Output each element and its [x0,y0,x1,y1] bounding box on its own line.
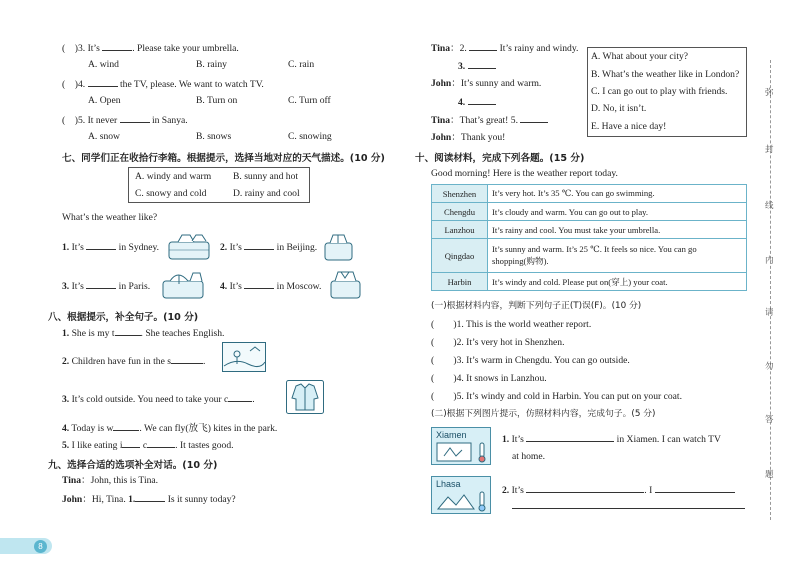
sentence-4: 4. Today is w . We can fly(放飞) kites in the park. [62,423,278,434]
q3-option-c: C. rain [288,59,315,70]
q3-option-b: B. rainy [196,59,227,70]
writing-sentence-1-cont: at home. [512,451,546,462]
q4-option-a: A. Open [88,95,121,106]
answer-blank[interactable] [147,438,175,448]
dialog-line-2: John：Hi, Tina. 1. Is it sunny today? [62,494,236,505]
section-10-title: 十、阅读材料，完成下列各题。(15 分) [415,153,585,164]
question-3: ( )3. It’s . Please take your umbrella. [62,43,239,54]
answer-blank[interactable] [244,279,274,289]
judge-item-2: ( )2. It’s very hot in Shenzhen. [431,337,565,348]
table-row [432,185,747,203]
sentence-1: 1. She is my t . She teaches English. [62,328,225,339]
judge-item-1: ( )1. This is the world weather report. [431,319,592,330]
tv-thermometer-icon [436,442,488,464]
section-9-title: 九、选择合适的选项补全对话。(10 分) [48,460,218,471]
right-dialog-5: Tina：That’s great! 5. [431,113,548,127]
answer-blank[interactable] [469,41,497,51]
coat-image [286,380,324,414]
margin-char: 答 [765,415,774,425]
margin-char: 封 [765,145,774,155]
choice-d: D. No, it isn’t. [591,103,647,114]
option-d: D. rainy and cool [233,188,300,199]
answer-blank[interactable] [113,421,139,431]
suitcase-umbrella-icon [162,270,206,300]
dialog-line-1: Tina：John, this is Tina. [62,475,159,486]
report-cell: It’s rainy and cool. You must take your umbrella. [488,221,747,239]
lhasa-picture: Lhasa [431,476,491,514]
weather-item-1: 1. It’s in Sydney. [62,242,160,253]
right-dialog-4: 4. [458,95,496,109]
answer-blank[interactable] [468,59,496,69]
weather-item-3: 3. It’s in Paris. [62,281,151,292]
answer-blank[interactable] [86,279,116,289]
part-2-title: (二)根据下列图片提示，仿照材料内容，完成句子。(5 分) [431,409,656,419]
city-cell: Chengdu [432,203,488,221]
option-a: A. windy and warm [135,171,212,182]
weather-report-table [431,184,747,291]
table-row [432,239,747,273]
q5-option-b: B. snows [196,131,232,142]
answer-blank[interactable] [120,113,150,123]
answer-blank[interactable] [468,95,496,105]
judge-item-3: ( )3. It’s warm in Chengdu. You can go outside. [431,355,630,366]
table-row [432,221,747,239]
sentence-2: 2. Children have fun in the s . [62,356,206,367]
section-7-options-box [128,167,310,203]
seal-line [770,60,771,520]
answer-blank[interactable] [115,326,141,336]
suitcase-shorts-icon [168,233,212,261]
q3-option-a: A. wind [88,59,119,70]
part-1-title: (一)根据材料内容，判断下列句子正(T)误(F)。(10 分) [431,301,642,311]
answer-line[interactable] [512,508,745,509]
report-cell: It’s windy and cold. Please put on(穿上) your coat. [488,273,747,291]
answer-blank[interactable] [171,354,203,364]
city-cell: Lanzhou [432,221,488,239]
margin-char: 线 [765,201,774,211]
q4-option-b: B. Turn on [196,95,238,106]
weather-item-2: 2. It’s in Beijing. [220,242,318,253]
right-dialog-1: Tina：2. It’s rainy and windy. [431,43,579,54]
answer-blank[interactable] [102,41,132,51]
suitcase-jacket-icon [324,233,354,263]
table-row [432,203,747,221]
right-dialog-2: 3. [458,59,496,73]
section-8-title: 八、根据提示，补全句子。(10 分) [48,312,199,323]
answer-blank[interactable] [86,240,116,250]
report-cell: It’s very hot. It’s 35 ℃. You can go swimming. [488,185,747,203]
snow-thermometer-icon [436,491,488,513]
suitcase-coat-icon [330,270,362,300]
choice-c: C. I can go out to play with friends. [591,86,728,97]
xiamen-picture: Xiamen [431,427,491,465]
report-cell: It’s cloudy and warm. You can go out to play. [488,203,747,221]
margin-char: 弥 [765,88,774,98]
margin-char: 内 [765,256,774,266]
section-7-title: 七、同学们正在收拾行李箱。根据提示，选择当地对应的天气描述。(10 分) [62,153,385,164]
section-7-question: What’s the weather like? [62,212,158,223]
option-c: C. snowy and cold [135,188,207,199]
question-5: ( )5. It never in Sanya. [62,115,188,126]
answer-blank[interactable] [122,438,140,448]
judge-item-5: ( )5. It’s windy and cold in Harbin. You can put on your coat. [431,391,683,402]
answer-blank[interactable] [244,240,274,250]
city-cell: Qingdao [432,239,488,273]
snow-scene-image [222,342,266,372]
right-dialog-3: John：It’s sunny and warm. [431,78,542,89]
page-number: 8 [34,540,47,553]
margin-char: 请 [765,308,774,318]
report-cell: It’s sunny and warm. It’s 25 ℃. It feels so nice. You can go shopping(购物). [488,239,747,273]
answer-blank[interactable] [228,392,252,402]
choice-e: E. Have a nice day! [591,121,667,132]
writing-sentence-2: 2. It’s . I [502,483,735,497]
sentence-5: 5. I like eating i c . It tastes good. [62,440,234,451]
choice-b: B. What’s the weather like in London? [591,69,740,80]
choice-a: A. What about your city? [591,51,689,62]
answer-blank[interactable] [88,77,118,87]
q5-option-c: C. snowing [288,131,332,142]
answer-blank[interactable] [655,483,735,493]
writing-sentence-1: 1. It’s in Xiamen. I can watch TV [502,434,721,445]
margin-char: 题 [765,470,774,480]
question-4: ( )4. the TV, please. We want to watch TV. [62,79,264,90]
q5-option-a: A. snow [88,131,120,142]
answer-blank[interactable] [520,113,548,123]
sentence-3: 3. It’s cold outside. You need to take your c . [62,394,255,405]
margin-char: 勿 [765,362,774,372]
city-cell: Harbin [432,273,488,291]
answer-blank[interactable] [135,492,165,502]
city-cell: Shenzhen [432,185,488,203]
answer-blank[interactable] [526,432,614,442]
answer-blank[interactable] [526,483,644,493]
q4-option-c: C. Turn off [288,95,331,106]
right-dialog-6: John：Thank you! [431,132,506,143]
dialog-choices-box [587,47,747,137]
table-row [432,273,747,291]
weather-report-intro: Good morning! Here is the weather report today. [431,168,618,179]
option-b: B. sunny and hot [233,171,299,182]
judge-item-4: ( )4. It snows in Lanzhou. [431,373,547,384]
weather-item-4: 4. It’s in Moscow. [220,281,322,292]
